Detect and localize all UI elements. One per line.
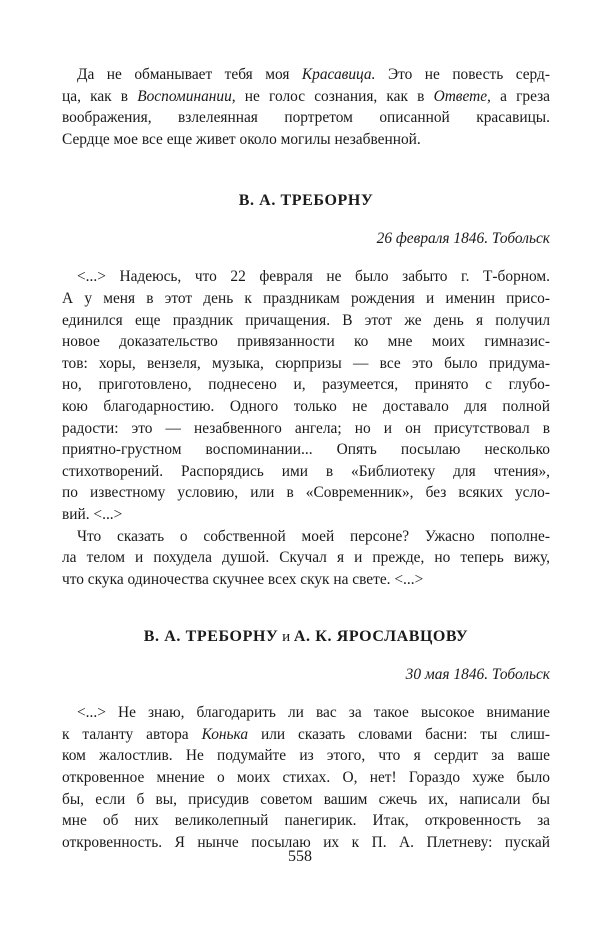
text-line: Что сказать о собственной моей персоне? Ужасно пополне-	[77, 527, 550, 545]
italic-title: Ответе,	[433, 87, 491, 105]
text-line: воображения, взлелеянная портретом описанной красавицы.	[62, 109, 550, 127]
text-line: единился еще праздник причащения. В этот же день я получил	[62, 311, 550, 329]
text-line: Сердце мое все еще живет около могилы незабвенной.	[62, 130, 421, 148]
text-line: <...> Не знаю, благодарить ли вас за такое высокое внимание	[77, 704, 550, 722]
text-line: новое доказательство привязанности ко мне моих гимназис-	[62, 333, 550, 351]
text-run: Да не обманывает тебя моя	[77, 66, 302, 83]
letter-dateline: 26 февраля 1846. Тобольск	[376, 230, 550, 248]
text-line: А у меня в этот день к праздникам рождения и именин присо-	[62, 289, 550, 307]
text-line: ком жалостлив. Не подумайте из этого, что я сердит за ваше	[62, 747, 550, 765]
paragraph-letter-1b	[62, 526, 550, 591]
paragraph-intro	[62, 64, 550, 150]
text-line: ла телом и похудела душой. Скучал я и прежде, но теперь вижу,	[62, 549, 550, 567]
text-line: радости: это — незабвенного ангела; но и он присутствовал в	[62, 419, 550, 437]
letter-dateline: 30 мая 1846. Тобольск	[405, 666, 550, 684]
text-line: что скука одиночества скучнее всех скук на свете. <...>	[62, 570, 424, 588]
text-line: тов: хоры, вензеля, музыка, сюрпризы — все это было придума-	[62, 354, 550, 372]
page-content	[62, 64, 550, 853]
text-line: но, приготовлено, поднесено и, разумеется, принято с глубо-	[62, 376, 550, 394]
letter-heading-treborn: В. А. ТРЕБОРНУ	[238, 192, 374, 210]
text-line: вий. <...>	[62, 505, 123, 523]
text-run: Это не повесть серд-	[375, 66, 550, 83]
text-run: а греза	[490, 87, 551, 105]
italic-title: Воспоминании,	[137, 87, 236, 105]
paragraph-letter-2	[62, 702, 550, 853]
page-number: 558	[288, 848, 312, 865]
italic-title: Конька	[201, 725, 249, 743]
text-line	[62, 724, 550, 746]
text-line	[62, 64, 550, 86]
heading-part: В. А. ТРЕБОРНУ	[143, 628, 279, 646]
text-line: бы, если б вы, присудив советом вашим сжечь их, написали бы	[62, 790, 550, 808]
text-line: кою благодарностию. Одного только не доставало для полной	[62, 397, 550, 415]
italic-title: Красавица.	[301, 66, 376, 83]
text-run: не голос сознания, как в	[235, 87, 434, 105]
text-line: откровенность. Я нынче посылаю их к П. А. Плетневу: пускай	[62, 833, 550, 851]
text-run: или сказать словами басни: ты слиш-	[248, 725, 551, 743]
letter-heading-treborn-yaroslavtsov	[62, 628, 550, 646]
text-run: к таланту автора	[62, 725, 202, 743]
text-line: по известному условию, или в «Современник», без всяких усло-	[62, 484, 550, 502]
text-run: ца, как в	[62, 87, 138, 105]
heading-conjunction: и	[278, 629, 294, 646]
text-line: стихотворений. Распорядись ими в «Библиотеку для чтения»,	[62, 462, 550, 480]
text-line: мне об них великолепный панегирик. Итак, откровенность за	[62, 812, 550, 830]
text-line: откровенное мнение о моих стихах. О, нет! Гораздо хуже было	[62, 769, 550, 787]
paragraph-letter-1	[62, 266, 550, 525]
text-line: приятно-грустном воспоминании... Опять посылаю несколько	[62, 441, 550, 459]
text-line	[62, 86, 550, 108]
text-line: <...> Надеюсь, что 22 февраля не было забыто г. Т-борном.	[77, 268, 550, 286]
heading-part: А. К. ЯРОСЛАВЦОВУ	[293, 628, 469, 646]
